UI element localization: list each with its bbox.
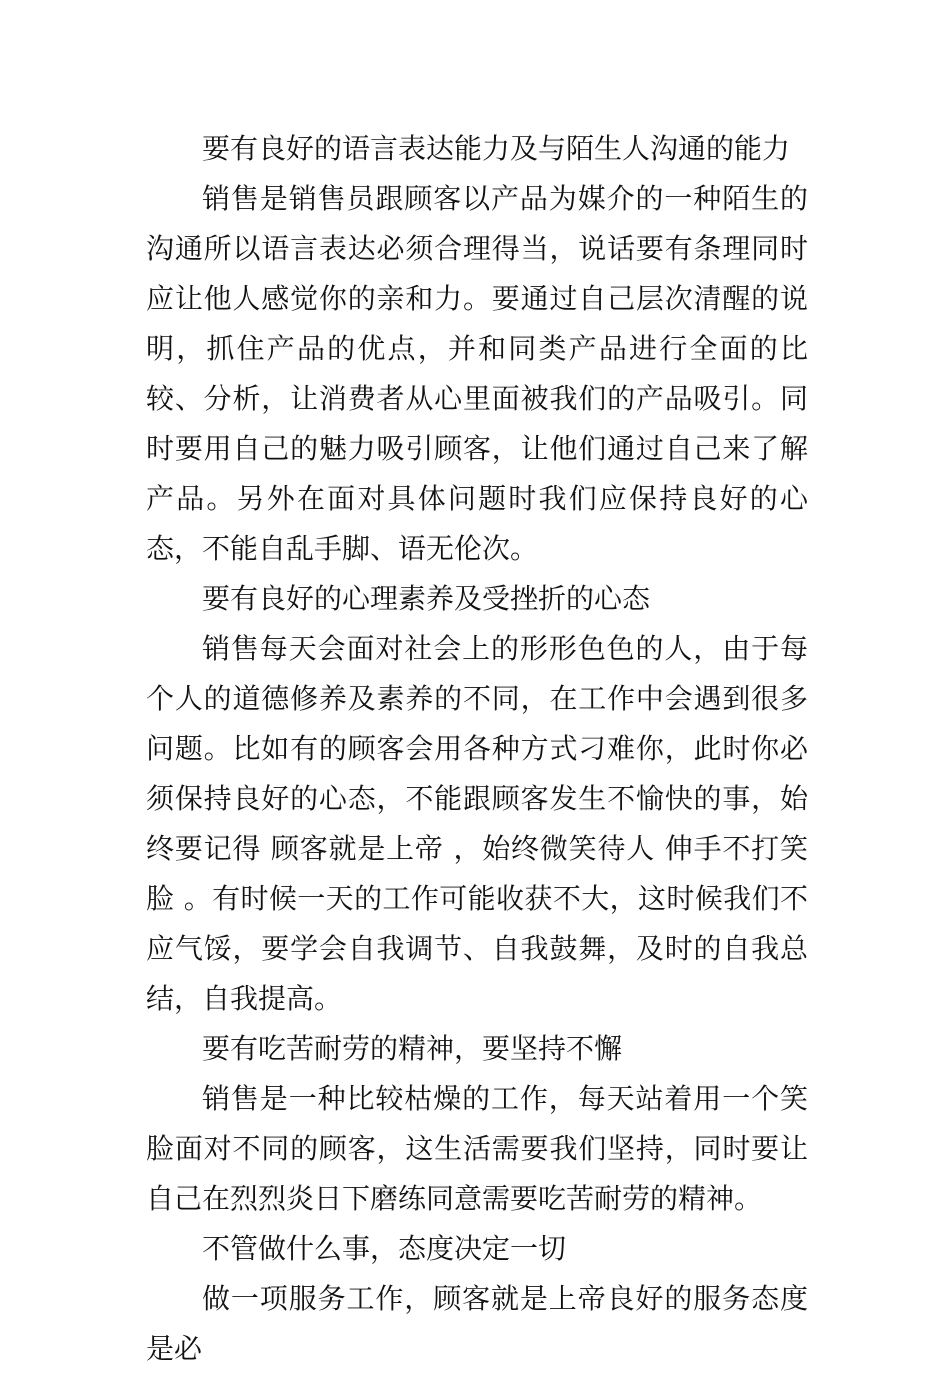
body-paragraph: 销售是销售员跟顾客以产品为媒介的一种陌生的沟通所以语言表达必须合理得当，说话要有条理同时应让他人感觉你的亲和力。要通过自己层次清醒的说明，抓住产品的优点，并和同类产品进行全面的比较、分析，让消费者从心里面被我们的产品吸引。同时要用自己的魅力吸引顾客，让他们通过自己来了解产品。另外在面对具体问题时我们应保持良好的心态，不能自乱手脚、语无伦次。 [146,182,808,565]
body-paragraph: 销售是一种比较枯燥的工作，每天站着用一个笑脸面对不同的顾客，这生活需要我们坚持，同时要让自己在烈烈炎日下磨练同意需要吃苦耐劳的精神。 [146,1082,808,1215]
section-heading: 不管做什么事，态度决定一切 [202,1232,567,1265]
section-heading: 要有吃苦耐劳的精神，要坚持不懈 [202,1032,623,1065]
section-heading: 要有良好的语言表达能力及与陌生人沟通的能力 [202,132,791,165]
section-heading: 要有良好的心理素养及受挫折的心态 [202,582,651,615]
body-paragraph: 销售每天会面对社会上的形形色色的人，由于每个人的道德修养及素养的不同，在工作中会遇到很多问题。比如有的顾客会用各种方式刁难你，此时你必须保持良好的心态，不能跟顾客发生不愉快的事，始终要记得 顾客就是上帝 ，始终微笑待人 伸手不打笑脸 。有时候一天的工作可能收获不大，这时候我们不应气馁，要学会自我调节、自我鼓舞，及时的自我总结，自我提高。 [146,632,808,1015]
document-body [146,124,808,1374]
body-paragraph: 做一项服务工作，顾客就是上帝良好的服务态度是必 [146,1282,808,1365]
